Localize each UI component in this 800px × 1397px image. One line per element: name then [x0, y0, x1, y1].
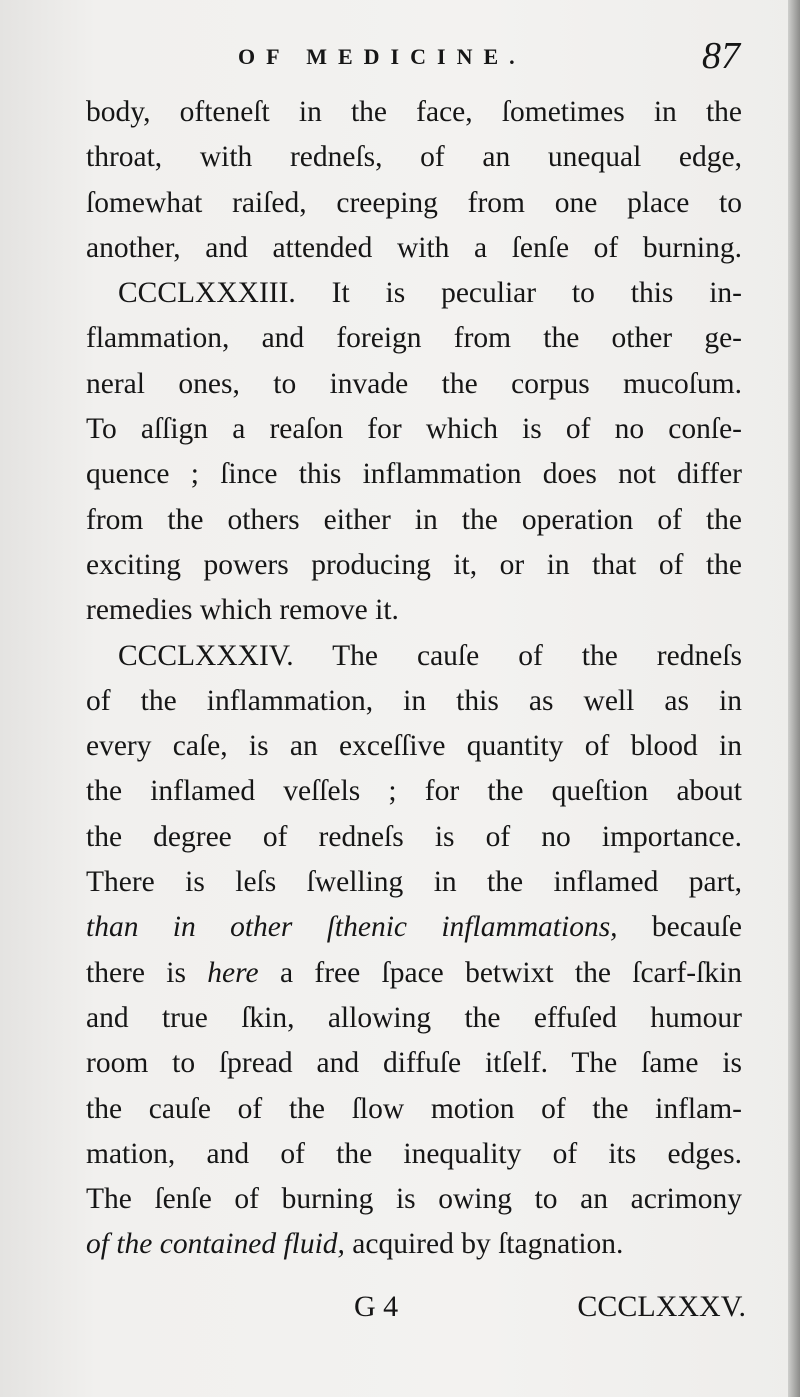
text-line: mation, and of the inequality of its edges. — [86, 1137, 742, 1170]
text-line: quence ; ſince this inflammation does not differ — [86, 458, 742, 491]
text-line: The ſenſe of burning is owing to an acrimony — [86, 1183, 742, 1216]
running-title: OF MEDICINE. — [238, 44, 526, 69]
signature-mark: G 4 — [354, 1290, 399, 1323]
text-line: throat, with redneſs, of an unequal edge, — [86, 141, 742, 174]
catchword: CCCLXXXV. — [577, 1290, 746, 1323]
text-line: another, and attended with a ſenſe of burning. — [86, 231, 742, 264]
text-run: a free ſpace betwixt the ſcarf-ſkin — [258, 956, 742, 989]
italic-phrase: than in other ſthenic inflammations, — [86, 911, 618, 944]
text-line: from the others either in the operation of the — [86, 503, 742, 536]
text-line: ſomewhat raiſed, creeping from one place to — [86, 186, 742, 219]
text-line: and true ſkin, allowing the effuſed humour — [86, 1001, 742, 1034]
text-line: the degree of redneſs is of no importance. — [86, 820, 742, 853]
paragraph-start-ccclxxxiii: CCCLXXXIII. It is peculiar to this in- — [118, 277, 742, 310]
paragraph-start-ccclxxxiv: CCCLXXXIV. The cauſe of the redneſs — [118, 639, 742, 672]
italic-word: here — [207, 956, 259, 989]
running-head — [88, 36, 740, 80]
text-line: To aſſign a reaſon for which is of no conſe- — [86, 413, 742, 446]
text-run: becauſe — [617, 911, 742, 944]
text-line — [86, 1222, 742, 1267]
page-footer — [86, 1290, 746, 1340]
text-run: acquired by ſtagnation. — [344, 1228, 624, 1261]
text-line: of the inflammation, in this as well as in — [86, 684, 742, 717]
body-text — [86, 90, 742, 1268]
text-run: there is — [86, 956, 208, 989]
page-edge-shadow — [788, 0, 800, 1397]
text-line: flammation, and foreign from the other ge- — [86, 322, 742, 355]
text-line: body, ofteneſt in the face, ſometimes in the — [86, 96, 742, 128]
italic-phrase: of the contained fluid, — [86, 1228, 345, 1261]
text-line: the inflamed veſſels ; for the queſtion about — [86, 775, 742, 808]
text-line: remedies which remove it. — [86, 594, 399, 627]
text-line: neral ones, to invade the corpus mucoſum. — [86, 367, 742, 400]
page-number: 87 — [702, 35, 740, 77]
text-line: every caſe, is an exceſſive quantity of blood in — [86, 730, 742, 763]
text-line: exciting powers producing it, or in that of the — [86, 548, 742, 581]
text-line — [86, 951, 742, 996]
text-line — [86, 905, 742, 950]
text-line: room to ſpread and diffuſe itſelf. The ſame is — [86, 1047, 742, 1080]
text-line: There is leſs ſwelling in the inflamed part, — [86, 866, 742, 899]
text-line: the cauſe of the ſlow motion of the inflam- — [86, 1092, 742, 1125]
